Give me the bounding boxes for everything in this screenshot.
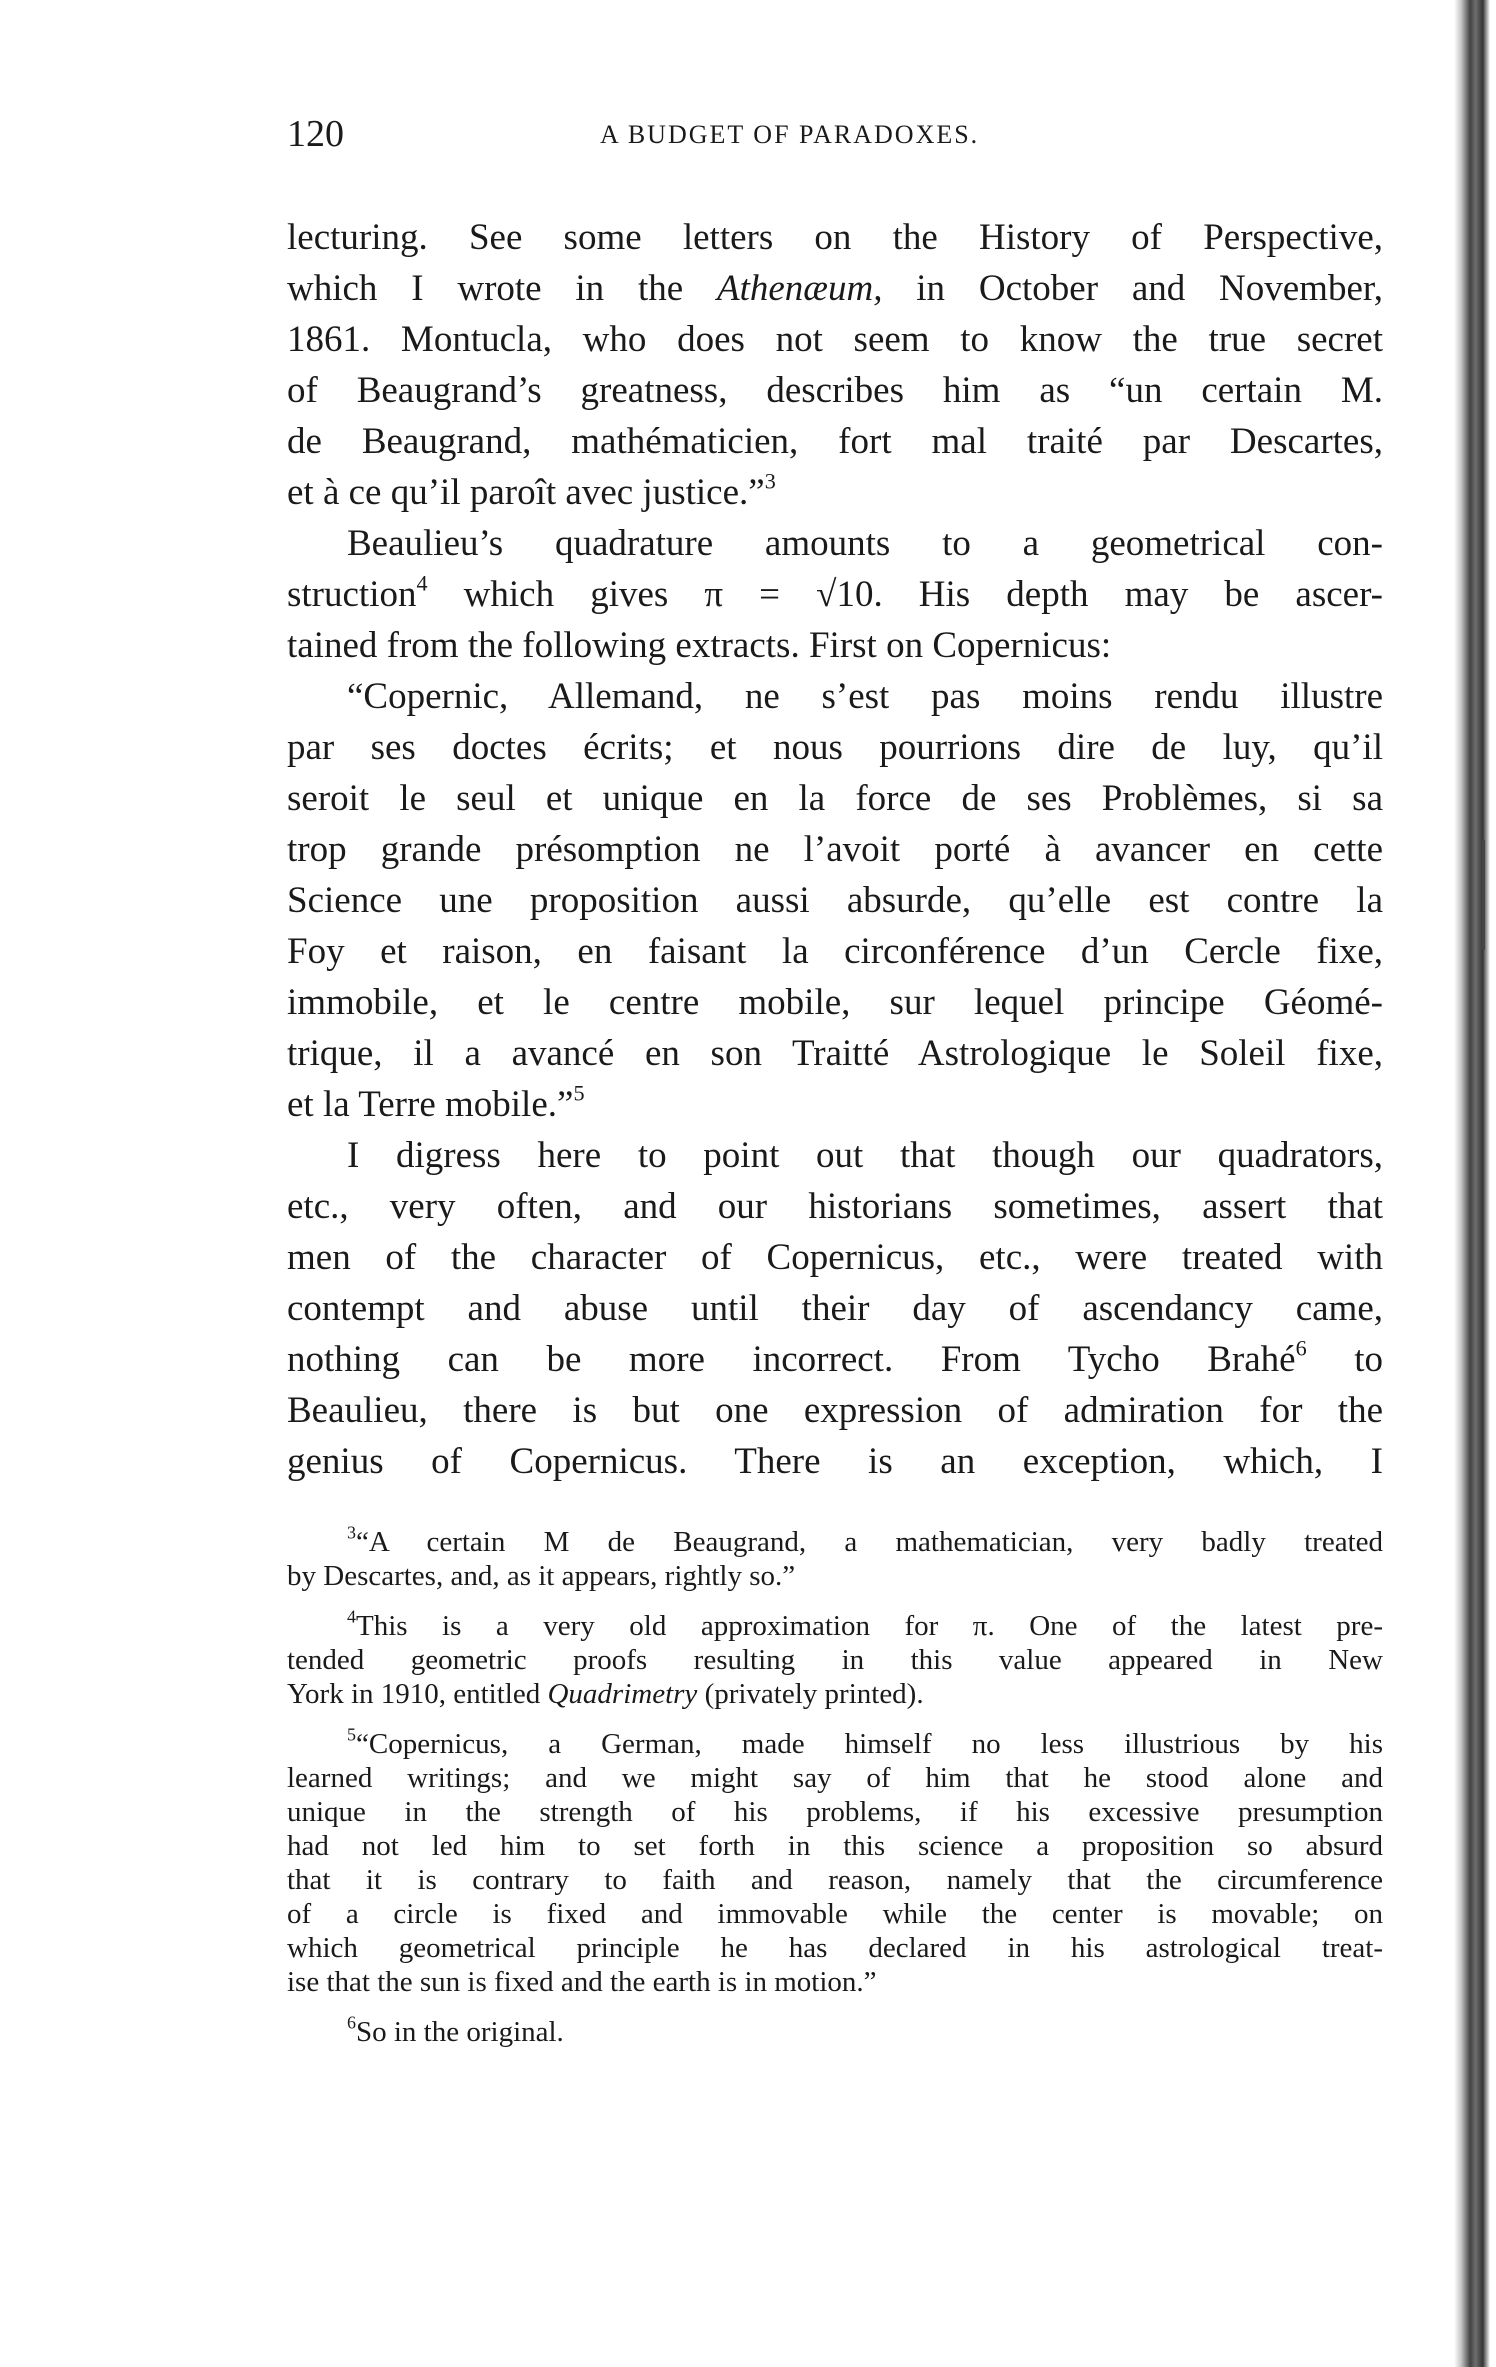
paragraph [287, 1130, 1383, 1487]
text-line [287, 977, 1383, 1028]
paragraph [287, 671, 1383, 1130]
text-line [287, 1795, 1383, 1829]
text-run: by Descartes, and, as it appears, rightly so.” [287, 1560, 796, 1592]
text-line [287, 416, 1383, 467]
paragraph [287, 518, 1383, 671]
text-line [287, 620, 1383, 671]
text-run: of a circle is fixed and immovable while the center is movable; on [287, 1898, 1383, 1930]
text-line [287, 1559, 1383, 1593]
text-line [287, 1181, 1383, 1232]
text-line [287, 773, 1383, 824]
text-run: seroit le seul et unique en la force de ses Problèmes, si sa [287, 778, 1383, 819]
text-run: trique, il a avancé en son Traitté Astrologique le Soleil fixe, [287, 1033, 1383, 1074]
running-title: A BUDGET OF PARADOXES. [600, 120, 980, 149]
footnote-marker: 3 [764, 468, 776, 494]
page-edge-mark [1482, 840, 1485, 950]
text-line [287, 1643, 1383, 1677]
page-binding-edge [1454, 0, 1490, 2367]
page-number: 120 [287, 113, 344, 155]
text-line [287, 1677, 1383, 1711]
footnote-marker: 5 [573, 1080, 585, 1106]
footnote-marker: 6 [347, 2012, 356, 2033]
text-run: tained from the following extracts. First on Copernicus: [287, 625, 1112, 666]
text-run: had not led him to set forth in this science a proposition so absurd [287, 1830, 1383, 1862]
text-line [287, 1965, 1383, 1999]
text-run: Beaulieu, there is but one expression of admiration for the [287, 1390, 1383, 1431]
text-line [287, 1232, 1383, 1283]
text-line [287, 1028, 1383, 1079]
text-run: of Beaugrand’s greatness, describes him as “un certain M. [287, 370, 1383, 411]
text-line [287, 1522, 1383, 1559]
text-run: that it is contrary to faith and reason, namely that the circumference [287, 1864, 1383, 1896]
footnote-marker: 3 [347, 1522, 356, 1543]
text-run: Foy et raison, en faisant la circonférence d’un Cercle fixe, [287, 931, 1383, 972]
paragraph [287, 212, 1383, 518]
text-line [287, 212, 1383, 263]
text-line [287, 1724, 1383, 1761]
text-run: So in the original. [355, 2016, 564, 2048]
footnote-marker: 4 [347, 1606, 356, 1627]
footnote [287, 1522, 1383, 1593]
text-run: learned writings; and we might say of him that he stood alone and [287, 1762, 1383, 1794]
footnote [287, 1724, 1383, 1999]
footnote-marker: 5 [347, 1724, 356, 1745]
text-run: Beaulieu’s quadrature amounts to a geometrical con- [347, 523, 1383, 564]
text-line [287, 1385, 1383, 1436]
text-run: which geometrical principle he has declared in his astrological treat- [287, 1932, 1383, 1964]
text-run: “Copernicus, a German, made himself no less illustrious by his [355, 1728, 1383, 1760]
text-run: I digress here to point out that though our quadrators, [347, 1135, 1383, 1176]
text-run: unique in the strength of his problems, if his excessive presumption [287, 1796, 1383, 1828]
text-line [287, 875, 1383, 926]
text-run: ise that the sun is fixed and the earth is in motion.” [287, 1966, 877, 1998]
text-line [287, 824, 1383, 875]
body-text [287, 212, 1383, 1487]
text-run: genius of Copernicus. There is an exception, which, I [287, 1441, 1383, 1482]
text-run: (privately printed). [697, 1678, 924, 1710]
text-line [287, 1130, 1383, 1181]
text-run: Science une proposition aussi absurde, qu’elle est contre la [287, 880, 1383, 921]
text-run: tended geometric proofs resulting in this value appeared in New [287, 1644, 1383, 1676]
text-run: in October and November, [882, 268, 1383, 309]
text-run: “A certain M de Beaugrand, a mathematician, very badly treated [355, 1526, 1383, 1558]
text-line [287, 926, 1383, 977]
text-run: nothing can be more incorrect. From Tycho Brahé [287, 1339, 1296, 1380]
text-run: par ses doctes écrits; et nous pourrions dire de luy, qu’il [287, 727, 1383, 768]
text-line [287, 1079, 1383, 1130]
text-line [287, 1283, 1383, 1334]
text-line [287, 1436, 1383, 1487]
footnote-marker: 4 [416, 570, 428, 596]
text-run: struction [287, 574, 417, 615]
text-line [287, 1863, 1383, 1897]
text-line [287, 1334, 1383, 1385]
footnotes [287, 1522, 1383, 2065]
text-run: 1861. Montucla, who does not seem to know the true secret [287, 319, 1383, 360]
footnote [287, 2012, 1383, 2049]
text-run: lecturing. See some letters on the History of Perspective, [287, 217, 1383, 258]
text-line [287, 1829, 1383, 1863]
footnote [287, 1606, 1383, 1711]
text-run: “Copernic, Allemand, ne s’est pas moins rendu illustre [347, 676, 1383, 717]
text-run: contempt and abuse until their day of ascendancy came, [287, 1288, 1383, 1329]
italic-title: Quadrimetry [547, 1678, 698, 1710]
text-run: et à ce qu’il paroît avec justice.” [287, 472, 765, 513]
text-run: men of the character of Copernicus, etc., were treated with [287, 1237, 1383, 1278]
text-line [287, 518, 1383, 569]
text-run: This is a very old approximation for π. One of the latest pre- [355, 1610, 1383, 1642]
text-run: York in 1910, entitled [287, 1678, 548, 1710]
text-line [287, 1897, 1383, 1931]
text-run: trop grande présomption ne l’avoit porté à avancer en cette [287, 829, 1383, 870]
text-run: immobile, et le centre mobile, sur lequel principe Géomé- [287, 982, 1383, 1023]
text-run: etc., very often, and our historians sometimes, assert that [287, 1186, 1383, 1227]
text-line [287, 365, 1383, 416]
text-run: de Beaugrand, mathématicien, fort mal traité par Descartes, [287, 421, 1383, 462]
text-run: et la Terre mobile.” [287, 1084, 574, 1125]
text-line [287, 1606, 1383, 1643]
text-line [287, 569, 1383, 620]
text-line [287, 671, 1383, 722]
italic-title: Athenæum, [717, 268, 883, 309]
footnote-marker: 6 [1295, 1335, 1307, 1361]
text-line [287, 467, 1383, 518]
text-run: which I wrote in the [287, 268, 717, 309]
text-run: to [1306, 1339, 1383, 1380]
text-line [287, 263, 1383, 314]
text-line [287, 314, 1383, 365]
text-run: which gives π = √10. His depth may be ascer- [427, 574, 1383, 615]
text-line [287, 2012, 1383, 2049]
text-line [287, 1761, 1383, 1795]
text-line [287, 1931, 1383, 1965]
text-line [287, 722, 1383, 773]
